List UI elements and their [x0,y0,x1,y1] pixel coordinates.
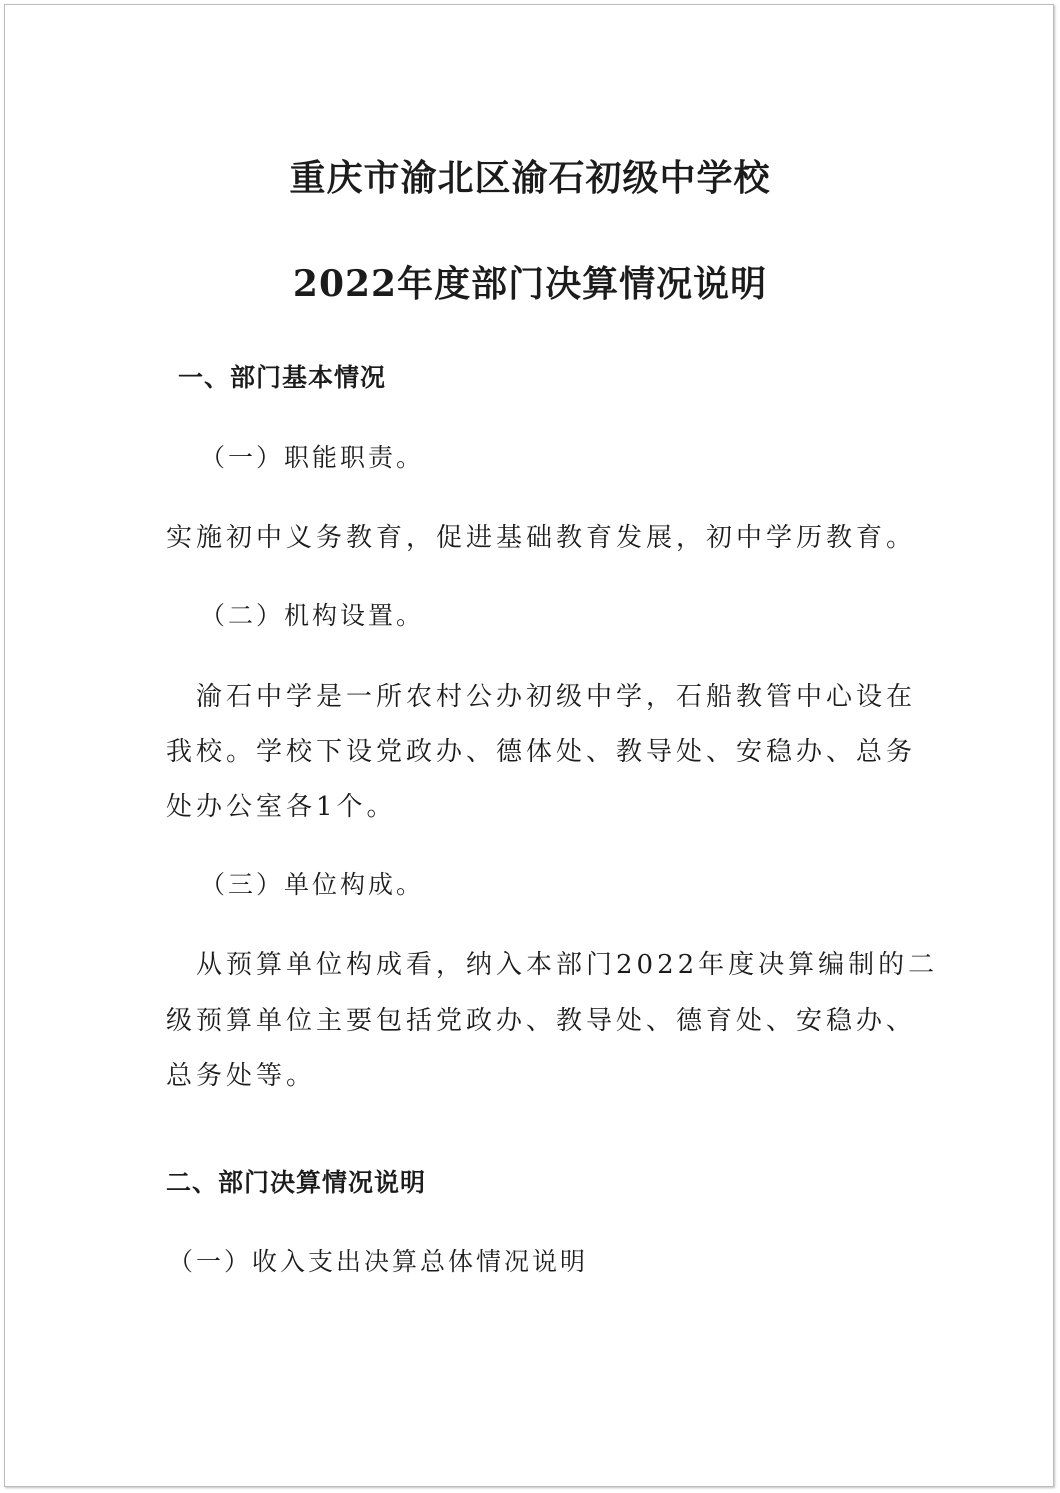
section1-heading: 一、部门基本情况 [178,363,387,392]
document-title-line2: 2022年度部门决算情况说明 [292,263,768,305]
section2-sub1-heading: （一）收入支出决算总体情况说明 [168,1247,589,1276]
paragraph-line: 总务处等。 [166,1061,317,1091]
section1-sub2-heading: （二）机构设置。 [200,601,425,630]
paragraph-line: 从预算单位构成看，纳入本部门2022年度决算编制的二 [196,950,939,980]
paragraph-line: 处办公室各1个。 [166,792,397,822]
section2-heading: 二、部门决算情况说明 [166,1168,427,1197]
section1-sub3-heading: （三）单位构成。 [200,870,425,899]
section1-sub1-heading: （一）职能职责。 [200,443,425,472]
paragraph-line: 渝石中学是一所农村公办初级中学，石船教管中心设在 [196,682,917,712]
paragraph-line: 我校。学校下设党政办、德体处、教导处、安稳办、总务 [166,737,917,767]
document-title-line1: 重庆市渝北区渝石初级中学校 [289,157,771,199]
paragraph-line: 实施初中义务教育，促进基础教育发展，初中学历教育。 [166,523,917,553]
paragraph-line: 级预算单位主要包括党政办、教导处、德育处、安稳办、 [166,1006,917,1036]
